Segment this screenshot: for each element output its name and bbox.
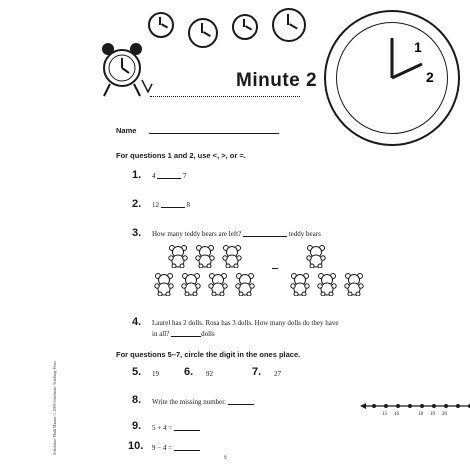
svg-text:1: 1 [414, 39, 422, 55]
name-field[interactable] [149, 133, 279, 134]
number-line-graphic [360, 400, 470, 422]
clock-icon [148, 12, 174, 38]
question-5-value[interactable]: 19 [152, 370, 159, 378]
clock-icon [188, 18, 218, 48]
teddy-bear-icon [206, 272, 230, 296]
teddy-bear-icon [304, 244, 328, 268]
question-number: 9. [132, 420, 142, 432]
instructions-q1-2: For questions 1 and 2, use <, >, or =. [116, 151, 246, 160]
tick-label: 19 [430, 412, 435, 417]
question-9: 5 + 4 = [152, 423, 200, 434]
teddy-bear-icon [288, 272, 312, 296]
question-number: 3. [132, 227, 142, 239]
tick-label: 15 [382, 412, 387, 417]
question-number: 7. [252, 366, 262, 378]
question-number: 5. [132, 366, 142, 378]
name-row [116, 126, 279, 135]
bear-group-left-top [166, 244, 247, 268]
page-title: Minute 2 [236, 70, 318, 91]
question-2: 12 8 [152, 201, 190, 209]
question-number: 10. [128, 440, 144, 452]
number-line [360, 400, 470, 427]
title-divider [150, 96, 300, 97]
answer-blank[interactable] [171, 336, 201, 337]
teddy-bear-icon [152, 272, 176, 296]
question-number: 1. [132, 169, 142, 181]
question-4: Laurel has 2 dolls. Rosa has 3 dolls. How many dolls do they have in all? dolls [152, 319, 339, 338]
bear-group-right-bottom [288, 272, 369, 296]
question-number: 6. [184, 366, 194, 378]
answer-blank[interactable] [243, 236, 287, 237]
tick-label: 20 [442, 412, 447, 417]
teddy-bear-icon [342, 272, 366, 296]
teddy-bear-icon [166, 244, 190, 268]
page-number: 9 [224, 456, 227, 461]
answer-blank[interactable] [174, 450, 200, 451]
question-1: 4 7 [152, 172, 187, 180]
question-10: 9 − 4 = [152, 443, 200, 454]
question-number: 2. [132, 198, 142, 210]
answer-blank[interactable] [157, 178, 181, 179]
teddy-bear-icon [315, 272, 339, 296]
tick-label: 18 [418, 412, 423, 417]
name-label: Name [116, 126, 137, 135]
answer-blank[interactable] [174, 430, 200, 431]
answer-blank[interactable] [228, 404, 254, 405]
question-7-value[interactable]: 27 [274, 370, 281, 378]
minus-sign [272, 268, 278, 269]
svg-text:2: 2 [426, 69, 434, 85]
teddy-bear-icon [220, 244, 244, 268]
question-number: 8. [132, 394, 142, 406]
clock-icon [272, 8, 306, 42]
answer-blank[interactable] [161, 207, 185, 208]
tick-label: 16 [394, 412, 399, 417]
alarm-clock-icon [96, 40, 154, 102]
teddy-bear-icon [193, 244, 217, 268]
instructions-q5-7: For questions 5–7, circle the digit in the ones place. [116, 350, 301, 359]
large-clock-icon [324, 10, 460, 146]
question-number: 4. [132, 316, 142, 328]
bear-group-left-bottom [152, 272, 260, 296]
teddy-bear-icon [179, 272, 203, 296]
worksheet-page [76, 8, 447, 464]
teddy-bear-icon [233, 272, 257, 296]
clock-icon [232, 14, 258, 40]
question-6-value[interactable]: 92 [206, 370, 213, 378]
question-3: How many teddy bears are left? teddy bears [152, 230, 321, 238]
bear-group-right-top [304, 244, 331, 268]
side-credit: Scholastic Math Minute © 2009 Scholastic Teaching Press [52, 361, 57, 455]
question-8: Write the missing number. [152, 397, 254, 408]
